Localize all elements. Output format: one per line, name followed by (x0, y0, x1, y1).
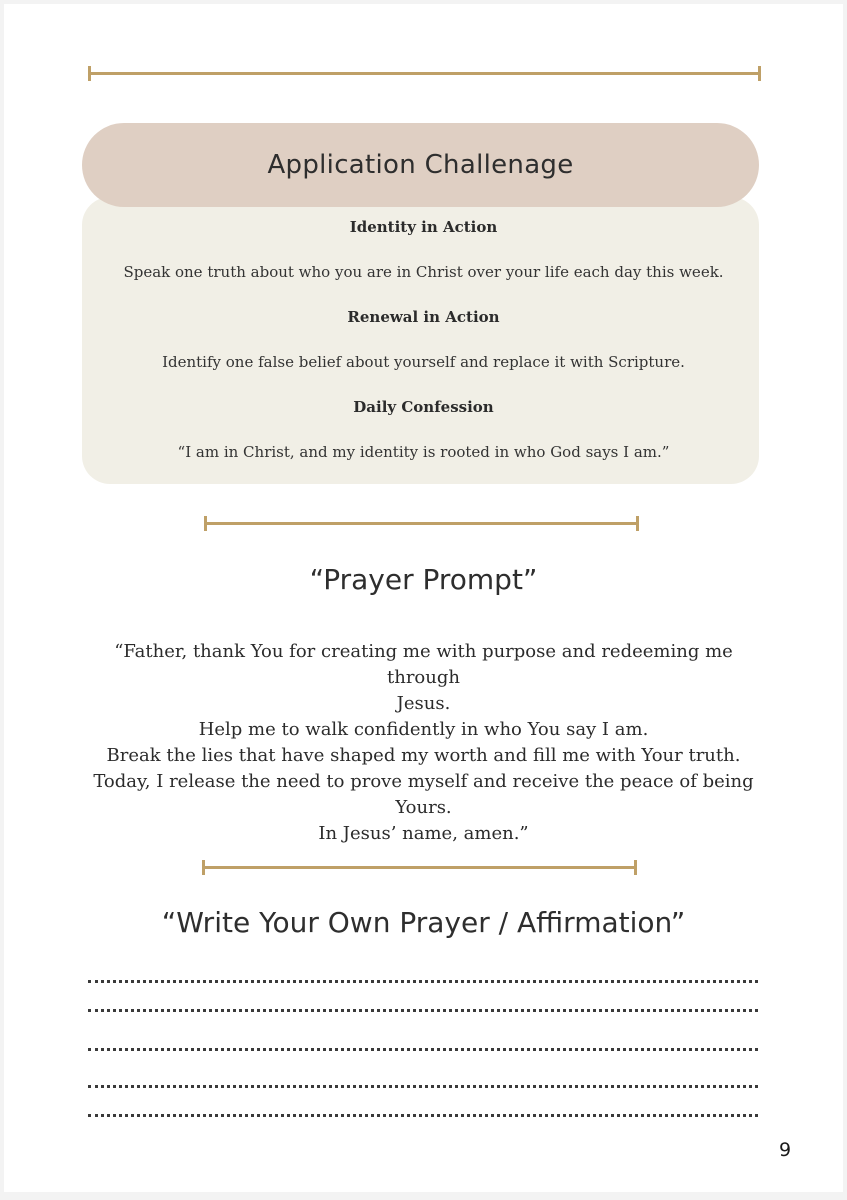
writing-line[interactable] (88, 1048, 758, 1051)
prayer-line: In Jesus’ name, amen.” (318, 823, 529, 844)
page (4, 4, 843, 1192)
challenge-card (82, 197, 759, 484)
renewal-text: Identify one false belief about yourself and replace it with Scripture. (162, 353, 685, 371)
renewal-heading: Renewal in Action (347, 308, 500, 326)
writing-line[interactable] (88, 980, 758, 983)
prayer-line: Yours. (395, 797, 452, 818)
write-prayer-title: “Write Your Own Prayer / Affirmation” (161, 906, 686, 939)
prayer-line: Jesus. (396, 693, 451, 714)
confession-heading: Daily Confession (353, 398, 494, 416)
prayer-line: Help me to walk confidently in who You say I am. (198, 719, 649, 740)
prayer-line: Today, I release the need to prove myself and receive the peace of being (93, 771, 754, 792)
writing-line[interactable] (88, 1009, 758, 1012)
challenge-header (82, 123, 759, 207)
lower-divider (202, 866, 637, 869)
page-number: 9 (779, 1139, 792, 1161)
confession-text: “I am in Christ, and my identity is rooted in who God says I am.” (177, 443, 670, 461)
prayer-line: “Father, thank You for creating me with purpose and redeeming me through (114, 641, 733, 688)
prayer-prompt-title: “Prayer Prompt” (309, 563, 538, 596)
identity-text: Speak one truth about who you are in Christ over your life each day this week. (123, 263, 724, 281)
identity-heading: Identity in Action (349, 218, 498, 236)
prayer-line: Break the lies that have shaped my worth and fill me with Your truth. (106, 745, 741, 766)
middle-divider (204, 522, 639, 525)
writing-line[interactable] (88, 1085, 758, 1088)
prayer-text (82, 639, 765, 847)
challenge-title: Application Challenage (267, 150, 574, 180)
writing-line[interactable] (88, 1114, 758, 1117)
top-divider (88, 72, 761, 75)
